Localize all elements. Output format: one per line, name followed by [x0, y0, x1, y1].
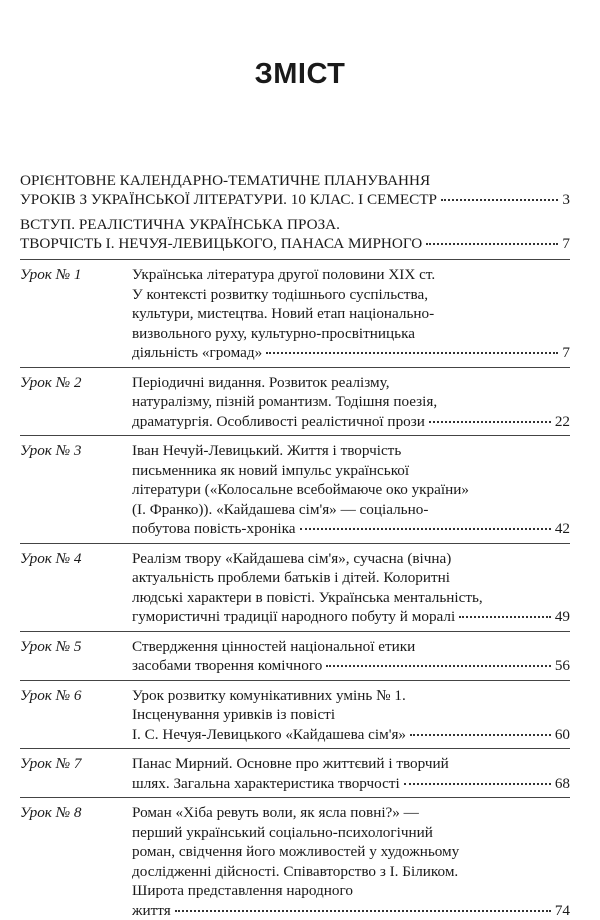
lesson-last-line [132, 519, 570, 539]
lesson-text-line: Періодичні видання. Розвиток реалізму, [132, 373, 570, 393]
lesson-text-line: засобами творення комічного [132, 656, 322, 676]
dot-leader [410, 734, 551, 736]
toc-lesson-5[interactable] [20, 637, 570, 676]
lesson-label: Урок № 2 [20, 373, 132, 432]
lesson-description [132, 265, 570, 363]
dot-leader [175, 910, 551, 912]
dot-leader [459, 616, 551, 618]
lesson-text-line: шлях. Загальна характеристика творчості [132, 774, 400, 794]
lesson-last-line [132, 901, 570, 920]
lesson-text-line: людські характери в повісті. Українська ментальність, [132, 588, 570, 608]
lesson-description [132, 686, 570, 745]
page-number: 49 [555, 607, 570, 627]
lesson-label: Урок № 6 [20, 686, 132, 745]
divider [20, 367, 570, 368]
lesson-text-line: Ствердження цінностей національної етики [132, 637, 570, 657]
dot-leader [300, 528, 551, 530]
dot-leader [404, 783, 551, 785]
lesson-text-line: дослідженні дійсності. Співавторство з І. Біликом. [132, 862, 570, 882]
lesson-last-line [132, 607, 570, 627]
lesson-text-line: роман, свідчення його можливостей у художньому [132, 842, 570, 862]
lesson-text-line: драматургія. Особливості реалістичної прози [132, 412, 425, 432]
dot-leader [266, 352, 558, 354]
lesson-label: Урок № 1 [20, 265, 132, 363]
lesson-text-line: визвольного руху, культурно-просвітницька [132, 324, 570, 344]
lesson-description [132, 373, 570, 432]
toc-lesson-2[interactable] [20, 373, 570, 432]
dot-leader [441, 199, 558, 201]
lesson-text-line: літератури («Колосальне всебоймаюче око україни» [132, 480, 570, 500]
lesson-last-line [132, 343, 570, 363]
page-number: 7 [562, 234, 570, 253]
lesson-text-line: Інсценування уривків із повісті [132, 705, 570, 725]
lesson-label: Урок № 7 [20, 754, 132, 793]
page-number: 68 [555, 774, 570, 794]
lesson-text-line: У контексті розвитку тодішнього суспільства, [132, 285, 570, 305]
section-heading-line: УРОКІВ З УКРАЇНСЬКОЇ ЛІТЕРАТУРИ. 10 КЛАС. І СЕМЕСТР [20, 190, 437, 209]
dot-leader [426, 243, 558, 245]
section-heading-line: ОРІЄНТОВНЕ КАЛЕНДАРНО-ТЕМАТИЧНЕ ПЛАНУВАННЯ [20, 171, 570, 190]
lesson-text-line: перший український соціально-психологічний [132, 823, 570, 843]
divider [20, 435, 570, 436]
lesson-text-line: Панас Мирний. Основне про життєвий і творчий [132, 754, 570, 774]
divider [20, 259, 570, 260]
lesson-text-line: культури, мистецтва. Новий етап національно- [132, 304, 570, 324]
lesson-text-line: Роман «Хіба ревуть воли, як ясла повні?» — [132, 803, 570, 823]
page-number: 74 [555, 901, 570, 920]
lesson-description [132, 803, 570, 920]
page-title: ЗМІСТ [0, 58, 600, 91]
lesson-last-line [132, 774, 570, 794]
toc-lesson-8[interactable] [20, 803, 570, 920]
lesson-text-line: Іван Нечуй-Левицький. Життя і творчість [132, 441, 570, 461]
toc-section-planning [20, 171, 570, 209]
table-of-contents [20, 171, 570, 920]
lesson-description [132, 754, 570, 793]
toc-lesson-4[interactable] [20, 549, 570, 627]
lesson-description [132, 441, 570, 539]
lesson-description [132, 637, 570, 676]
lesson-text-line: письменника як новий імпульс української [132, 461, 570, 481]
page-number: 60 [555, 725, 570, 745]
lesson-last-line [132, 412, 570, 432]
divider [20, 543, 570, 544]
toc-lesson-1[interactable] [20, 265, 570, 363]
lesson-text-line: (І. Франко)). «Кайдашева сім'я» — соціально- [132, 500, 570, 520]
divider [20, 797, 570, 798]
page-number: 3 [562, 190, 570, 209]
section-heading-line: ТВОРЧІСТЬ І. НЕЧУЯ-ЛЕВИЦЬКОГО, ПАНАСА МИРНОГО [20, 234, 422, 253]
page-number: 42 [555, 519, 570, 539]
section-entry-line[interactable] [20, 234, 570, 253]
dot-leader [326, 665, 551, 667]
divider [20, 748, 570, 749]
lesson-text-line: життя [132, 901, 171, 920]
lesson-text-line: Широта представлення народного [132, 881, 570, 901]
lesson-text-line: побутова повість-хроніка [132, 519, 296, 539]
lesson-label: Урок № 5 [20, 637, 132, 676]
lesson-description [132, 549, 570, 627]
lesson-label: Урок № 8 [20, 803, 132, 920]
dot-leader [429, 421, 551, 423]
lesson-text-line: Урок розвитку комунікативних умінь № 1. [132, 686, 570, 706]
section-entry-line[interactable] [20, 190, 570, 209]
divider [20, 680, 570, 681]
toc-lesson-6[interactable] [20, 686, 570, 745]
lesson-text-line: Реалізм твору «Кайдашева сім'я», сучасна (вічна) [132, 549, 570, 569]
lesson-text-line: гумористичні традиції народного побуту й моралі [132, 607, 455, 627]
toc-section-intro [20, 215, 570, 253]
lesson-label: Урок № 3 [20, 441, 132, 539]
lesson-last-line [132, 656, 570, 676]
lesson-text-line: натуралізму, пізній романтизм. Тодішня поезія, [132, 392, 570, 412]
lesson-text-line: Українська література другої половини XIX ст. [132, 265, 570, 285]
divider [20, 631, 570, 632]
lesson-text-line: І. С. Нечуя-Левицького «Кайдашева сім'я» [132, 725, 406, 745]
lesson-label: Урок № 4 [20, 549, 132, 627]
toc-lesson-3[interactable] [20, 441, 570, 539]
lesson-text-line: діяльність «громад» [132, 343, 262, 363]
page-number: 22 [555, 412, 570, 432]
section-heading-line: ВСТУП. РЕАЛІСТИЧНА УКРАЇНСЬКА ПРОЗА. [20, 215, 570, 234]
page-number: 56 [555, 656, 570, 676]
lesson-text-line: актуальність проблеми батьків і дітей. Колоритні [132, 568, 570, 588]
lesson-last-line [132, 725, 570, 745]
toc-lesson-7[interactable] [20, 754, 570, 793]
page-number: 7 [562, 343, 570, 363]
